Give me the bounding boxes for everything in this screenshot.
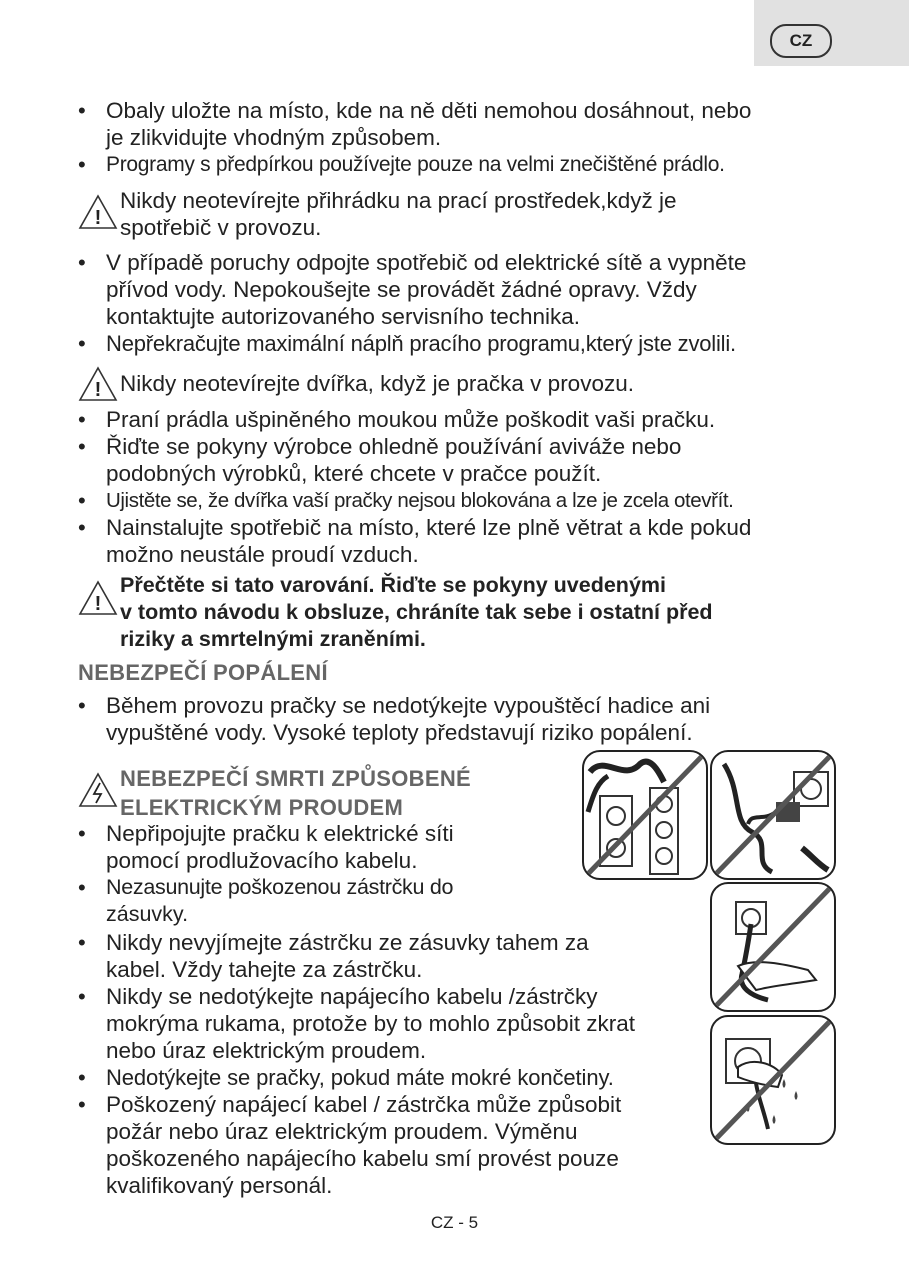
page-number: CZ - 5 xyxy=(430,1213,479,1232)
bullet-text-fault-cont1: přívod vody. Nepokoušejte se provádět žádné opravy. Vždy xyxy=(106,277,697,302)
warning-text-detergent-cont: spotřebič v provozu. xyxy=(120,215,322,240)
bullet: • xyxy=(78,98,86,123)
no-pull-cable-illustration xyxy=(710,882,836,1012)
bullet: • xyxy=(78,1065,86,1090)
bullet-text-wet-hands-cont2: nebo úraz elektrickým proudem. xyxy=(106,1038,427,1063)
bullet-text-flour: Praní prádla ušpiněného moukou může poškodit vaši pračku. xyxy=(106,407,716,432)
section-heading-shock: NEBEZPEČÍ SMRTI ZPŮSOBENÉ xyxy=(120,766,471,791)
bullet-text-damaged-cable-cont1: požár nebo úraz elektrickým proudem. Výměnu xyxy=(106,1119,578,1144)
no-wet-hands-illustration xyxy=(710,1015,836,1145)
bullet-text-hot-water: Během provozu pračky se nedotýkejte vypouštěcí hadice ani xyxy=(106,693,711,718)
section-heading-burn: NEBEZPEČÍ POPÁLENÍ xyxy=(78,660,328,685)
bullet: • xyxy=(78,515,86,540)
bullet-text-max-load: Nepřekračujte maximální náplň pracího programu,který jste zvolili. xyxy=(106,331,736,356)
bullet-text-pull-plug-cont: kabel. Vždy tahejte za zástrčku. xyxy=(106,957,423,982)
bullet-text-softener: Řiďte se pokyny výrobce ohledně používání aviváže nebo xyxy=(106,434,682,459)
warning-text-read-cont1: v tomto návodu k obsluze, chráníte tak sebe i ostatní před xyxy=(120,600,713,624)
bullet: • xyxy=(78,152,86,177)
bullet-text-extension-cont: pomocí prodlužovacího kabelu. xyxy=(106,848,418,873)
bullet-text-softener-cont: podobných výrobků, které chcete v pračce použít. xyxy=(106,461,602,486)
bullet-text-packaging: Obaly uložte na místo, kde na ně děti nemohou dosáhnout, nebo xyxy=(106,98,752,123)
svg-text:!: ! xyxy=(94,593,102,615)
section-heading-shock-cont: ELEKTRICKÝM PROUDEM xyxy=(120,795,404,820)
bullet: • xyxy=(78,930,86,955)
bullet-text-damaged-cable-cont3: kvalifikovaný personál. xyxy=(106,1173,333,1198)
bullet: • xyxy=(78,488,86,513)
bullet-text-wet-limbs: Nedotýkejte se pračky, pokud máte mokré končetiny. xyxy=(106,1065,614,1090)
bullet: • xyxy=(78,984,86,1009)
bullet-text-damaged-cable-cont2: poškozeného napájecího kabelu smí provést pouze xyxy=(106,1146,619,1171)
warning-text-door: Nikdy neotevírejte dvířka, když je pračka v provozu. xyxy=(120,371,634,396)
bullet-text-fault: V případě poruchy odpojte spotřebič od elektrické sítě a vypněte xyxy=(106,250,747,275)
warning-text-detergent: Nikdy neotevírejte přihrádku na prací prostředek,když je xyxy=(120,188,677,213)
bullet-text-prewash: Programy s předpírkou používejte pouze na velmi znečištěné prádlo. xyxy=(106,153,725,176)
bullet-text-damaged-cable: Poškozený napájecí kabel / zástrčka může způsobit xyxy=(106,1092,622,1117)
bullet: • xyxy=(78,331,86,356)
bullet: • xyxy=(78,821,86,846)
svg-text:!: ! xyxy=(94,207,102,229)
no-damaged-plug-illustration xyxy=(710,750,836,880)
bullet-text-ventilation: Nainstalujte spotřebič na místo, které lze plně větrat a kde pokud xyxy=(106,515,752,540)
bullet-text-pull-plug: Nikdy nevyjímejte zástrčku ze zásuvky tahem za xyxy=(106,930,589,955)
svg-text:!: ! xyxy=(94,379,102,401)
no-extension-cable-illustration xyxy=(582,750,708,880)
language-tab xyxy=(754,0,909,66)
bullet: • xyxy=(78,875,86,900)
bullet-text-ventilation-cont: možno neustále proudí vzduch. xyxy=(106,542,419,567)
bullet: • xyxy=(78,434,86,459)
bullet: • xyxy=(78,693,86,718)
warning-text-read: Přečtěte si tato varování. Řiďte se pokyny uvedenými xyxy=(120,573,666,597)
bullet: • xyxy=(78,250,86,275)
bullet-text-door-open: Ujistěte se, že dvířka vaší pračky nejsou blokována a lze je zcela otevřít. xyxy=(106,489,734,512)
bullet-text-damaged-plug-cont: zásuvky. xyxy=(106,902,189,926)
bullet: • xyxy=(78,1092,86,1117)
electric-hazard-icon xyxy=(78,772,118,808)
warning-text-read-cont2: riziky a smrtelnými zraněními. xyxy=(120,627,426,651)
warning-triangle-icon xyxy=(78,580,118,616)
bullet-text-extension: Nepřipojujte pračku k elektrické síti xyxy=(106,821,454,846)
warning-triangle-icon xyxy=(78,194,118,230)
bullet-text-wet-hands-cont1: mokrýma rukama, protože by to mohlo způsobit zkrat xyxy=(106,1011,635,1036)
bullet-text-wet-hands: Nikdy se nedotýkejte napájecího kabelu /zástrčky xyxy=(106,984,598,1009)
bullet-text-damaged-plug: Nezasunujte poškozenou zástrčku do xyxy=(106,875,454,899)
bullet-text-hot-water-cont: vypuštěné vody. Vysoké teploty představují riziko popálení. xyxy=(106,720,693,745)
language-code: CZ xyxy=(770,24,832,58)
bullet-text-packaging-cont: je zlikvidujte vhodným způsobem. xyxy=(106,125,442,150)
warning-triangle-icon xyxy=(78,366,118,402)
bullet-text-fault-cont2: kontaktujte autorizovaného servisního technika. xyxy=(106,304,581,329)
bullet: • xyxy=(78,407,86,432)
